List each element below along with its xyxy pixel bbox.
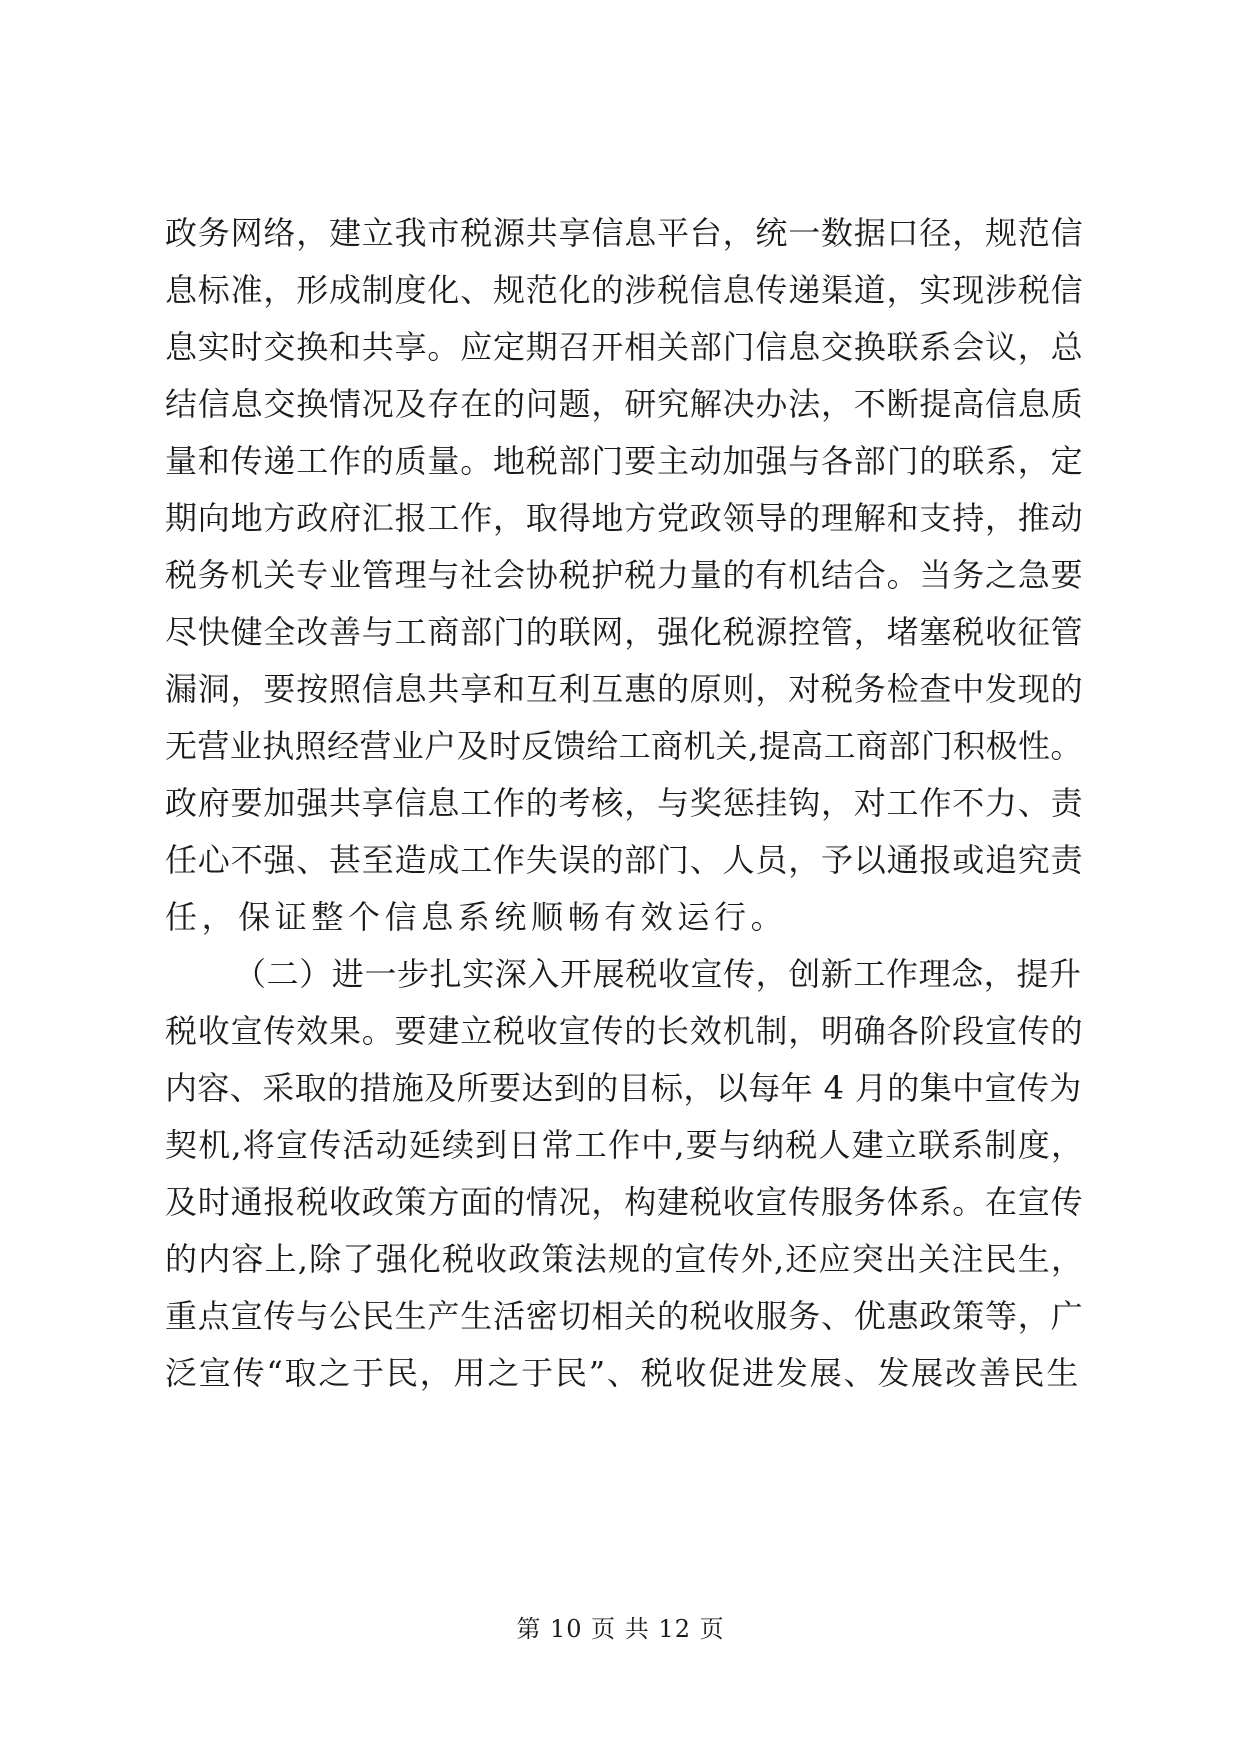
body-text-line: 无营业执照经营业户及时反馈给工商机关,提高工商部门积极性。 bbox=[165, 727, 1083, 765]
body-text-line: 漏洞，要按照信息共享和互利互惠的原则，对税务检查中发现的 bbox=[165, 670, 1084, 708]
body-text-line: 任心不强、甚至造成工作失误的部门、人员，予以通报或追究责 bbox=[165, 841, 1084, 879]
section-heading-line: （二）进一步扎实深入开展税收宣传，创新工作理念，提升 bbox=[234, 955, 1082, 993]
body-text-line: 重点宣传与公民生产生活密切相关的税收服务、优惠政策等，广 bbox=[165, 1297, 1084, 1335]
body-text-line: 结信息交换情况及存在的问题，研究解决办法，不断提高信息质 bbox=[165, 385, 1084, 423]
body-text-line: 税务机关专业管理与社会协税护税力量的有机结合。当务之急要 bbox=[165, 556, 1084, 594]
body-text-line: 政务网络，建立我市税源共享信息平台，统一数据口径，规范信 bbox=[165, 214, 1084, 252]
body-text-line: 任，保证整个信息系统顺畅有效运行。 bbox=[165, 898, 788, 936]
body-text-line: 的内容上,除了强化税收政策法规的宣传外,还应突出关注民生， bbox=[165, 1240, 1085, 1278]
body-text-line: 息标准，形成制度化、规范化的涉税信息传递渠道，实现涉税信 bbox=[165, 271, 1084, 309]
body-text-line: 政府要加强共享信息工作的考核，与奖惩挂钩，对工作不力、责 bbox=[165, 784, 1084, 822]
body-text-line: 期向地方政府汇报工作，取得地方党政领导的理解和支持，推动 bbox=[165, 499, 1084, 537]
body-text-line: 税收宣传效果。要建立税收宣传的长效机制，明确各阶段宣传的 bbox=[165, 1012, 1084, 1050]
body-text-line: 泛宣传“取之于民，用之于民”、税收促进发展、发展改善民生 bbox=[165, 1354, 1081, 1392]
body-text-line: 量和传递工作的质量。地税部门要主动加强与各部门的联系，定 bbox=[165, 442, 1084, 480]
body-text-line: 息实时交换和共享。应定期召开相关部门信息交换联系会议，总 bbox=[165, 328, 1084, 366]
body-text-line: 内容、采取的措施及所要达到的目标，以每年 4 月的集中宣传为 bbox=[165, 1069, 1082, 1107]
body-text-line: 尽快健全改善与工商部门的联网，强化税源控管，堵塞税收征管 bbox=[165, 613, 1084, 651]
body-text-line: 及时通报税收政策方面的情况，构建税收宣传服务体系。在宣传 bbox=[165, 1183, 1084, 1221]
body-text-line: 契机,将宣传活动延续到日常工作中,要与纳税人建立联系制度， bbox=[165, 1126, 1085, 1164]
page-number-footer: 第 10 页 共 12 页 bbox=[516, 1615, 725, 1643]
